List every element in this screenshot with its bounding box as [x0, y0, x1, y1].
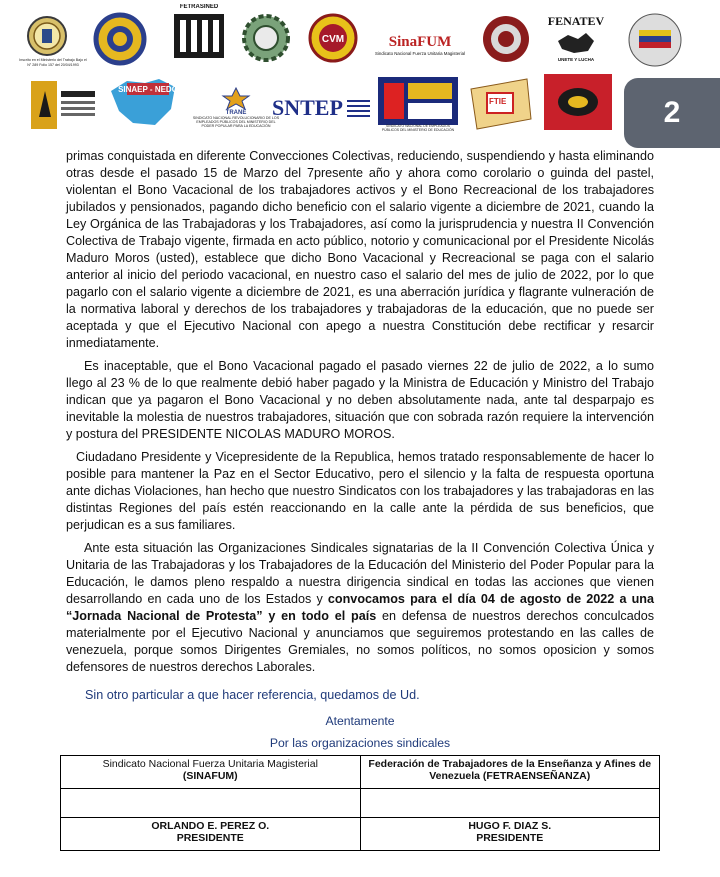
paragraph-2: Es inaceptable, que el Bono Vacacional pagado el pasado viernes 22 de julio de 2022, a lo sumo llego al 23 % de lo que realmente debió haber pagado y la Ministra de Educación y Ministro del Trabajo indican que ya pagaron el Bono Vacacional y no deben absolutamente nada, ante tal desparpajo es inevitable la molestia de nuestros trabajadores, situación que con sobrada razón requiere la intervención y postura del PRESIDENTE NICOLAS MADURO MOROS. — [66, 359, 654, 441]
union-logo-3 — [168, 4, 230, 70]
left-org-cell — [61, 756, 361, 789]
header-logos — [0, 0, 720, 148]
paragraph-4-text-1: Ante esta situación las Organizaciones Sindicales signatarias de la II Convención Colectiva Única y Unitaria de las Trabajadoras y los Trabajadores de la Educación del Ministerio del Poder Popular para la Educación, le damos pleno respaldo a nuestra dirigencia sindical en todas las acciones que vienen desarrollando en cada uno de los Estados y — [66, 541, 654, 606]
signature-space-row — [61, 789, 660, 818]
ring-emblem-icon — [480, 13, 532, 65]
union-logo-14 — [376, 72, 460, 138]
flame-icon — [31, 77, 97, 133]
left-signer-cell — [61, 818, 361, 851]
closing-line: Sin otro particular a que hacer referencia, quedamos de Ud. — [85, 688, 420, 702]
union-logo-small-1 — [28, 74, 100, 136]
gear-icon — [93, 12, 147, 66]
union-logo-8 — [540, 6, 612, 70]
union-logo-16 — [542, 72, 614, 132]
sntep-brand: SNTEP — [272, 95, 343, 120]
union-logo-13 — [272, 80, 370, 136]
right-signature-space — [360, 789, 660, 818]
right-signer-name: HUGO F. DIAZ S. — [468, 820, 552, 832]
paragraph-4 — [66, 540, 654, 676]
atentamente-label: Atentamente — [325, 714, 395, 728]
right-org-cell: Federación de Trabajadores de la Enseñanza y Afines de Venezuela (FETRAENSEÑANZA) — [360, 756, 660, 789]
ftie-brand: FTIE — [489, 97, 507, 106]
sntep-lines — [347, 97, 370, 120]
trane-brand: TRANE — [225, 110, 247, 116]
page-number-badge: 2 — [624, 78, 720, 148]
paragraph-3: Ciudadano Presidente y Vicepresidente de la Republica, hemos tratado responsablemente de hacer lo posible para mantener la Paz en el Sector Educativo, pero el silencio y la falta de respuesta oportuna ante dichas Violaciones, han hecho que nuestro Sindicatos con los trabajadores y las trabajadoras en las distintas Regiones del país estén reaccionando en la calle ante la pérdida de sus beneficios, que perjudican es a sus familiares. — [66, 450, 654, 532]
letter-body — [66, 148, 654, 682]
svg-text:CVM: CVM — [321, 34, 345, 45]
map-icon — [554, 29, 598, 57]
signature-table — [60, 755, 660, 851]
snep-caption: SINDICATO NACIONAL DE EMPLEADOS PÚBLICOS DEL MINISTERIO DE EDUCACIÓN — [381, 124, 455, 132]
trane-caption: SINDICATO NACIONAL REVOLUCIONARIO DE LOS EMPLEADOS PÚBLICOS DEL MINISTERIO DEL PODER POPULAR PARA LA EDUCACIÓN — [192, 116, 280, 128]
right-signer-cell — [360, 818, 660, 851]
paragraph-4-text-2: en defensa de nuestros derechos conculcados materialmente por el Ejecutivo Nacional y anunciamos que seguiremos protestando en las calles de venezuela, porque somos Dirigentes Gremiales, no somos políticos, no somos oposicion y somos defensores de nuestros derechos Laborales. — [66, 609, 654, 674]
right-signer-title: PRESIDENTE — [476, 832, 544, 844]
building-icon — [172, 10, 226, 62]
union-logo-2 — [90, 10, 150, 68]
star-icon — [216, 86, 256, 110]
union-logo-11 — [188, 78, 284, 136]
left-signer-title: PRESIDENTE — [176, 832, 244, 844]
circle-badge-icon — [308, 13, 358, 63]
snep-emblem-icon — [378, 77, 458, 125]
sinafum-brand: SinaFUM — [388, 34, 452, 50]
union-logo-1-caption: Inscrito en el Ministerio del Trabajo Bajo el N° 289 Folio 157 del 20/04/1993 — [19, 58, 87, 67]
flag-seal-icon — [627, 12, 683, 68]
sinaep-text: SINAEP - NEDO — [118, 85, 178, 94]
paragraph-1: primas conquistada en diferente Convecciones Colectivas, reduciendo, suspendiendo y hasta eliminando otras desde el pasado 15 de Marzo del 7presente año y ahora como corolario o guinda del pastel, violentan el Bono Vacacional de los trabajadores activos y el Bono Recreacional de los trabajadores jubilados y pensionados, pagando dicho beneficio con el salario vigente a diciembre de 2021, cuando la Ley Orgánica de las Trabajadoras y los Trabajadores, así como la jurisprudencia y nuestra II Convención Colectiva de Trabajo vigente, firmada en acto público, notorio y comunicacional por el Presidente Nicolás Maduro Moros (usted), establece que dicho Bono Vacacional y Recreacional se paga con el salario anterior al inicio del periodo vacacional, en nuestro caso el salario del mes de julio de 2022, por lo que pagarlo con el salario vigente a diciembre de 2021, es una aberración jurídica y flagrante vulneración de la normativa laboral y derechos de los trabajadores y trabajadoras de la educación, que no puede ser aceptada y que el Ejecutivo Nacional con apego a nuestra Constitución debe rectificar y resarcir inmediatamente. — [66, 149, 654, 350]
left-signer-name: ORLANDO E. PEREZ O. — [151, 820, 270, 832]
fenatev-brand: FENATEV — [547, 14, 605, 28]
union-logo-4 — [238, 8, 294, 68]
signature-names-row — [61, 818, 660, 851]
union-logo-7 — [478, 10, 534, 68]
union-logo-6 — [368, 24, 472, 66]
cog-emblem-icon — [240, 12, 292, 64]
venezuela-map-icon — [105, 75, 181, 131]
signature-header-row — [61, 756, 660, 789]
left-signature-space — [61, 789, 361, 818]
left-org-acronym: (SINAFUM) — [182, 770, 238, 782]
union-logo-5 — [306, 10, 360, 66]
paragraph-4-bold: convocamos para el día 04 de agosto de 2022 a una “Jornada Nacional de Protesta” y en todo el país — [66, 592, 655, 623]
fenatev-subtitle: UNETE Y LUCHA — [557, 57, 595, 62]
left-org-name: Sindicato Nacional Fuerza Unitaria Magisterial — [102, 758, 318, 770]
seal-icon — [26, 15, 68, 59]
union-logo-9 — [622, 10, 688, 70]
fetrasined-label: FETRASINED — [179, 4, 219, 10]
union-logo-10 — [104, 74, 182, 132]
sinafum-subtitle: Sindicato Nacional Fuerza Unitaria Magisterial — [374, 51, 466, 56]
por-las-organizaciones-label: Por las organizaciones sindicales — [269, 736, 451, 750]
red-emblem-icon — [544, 74, 612, 130]
